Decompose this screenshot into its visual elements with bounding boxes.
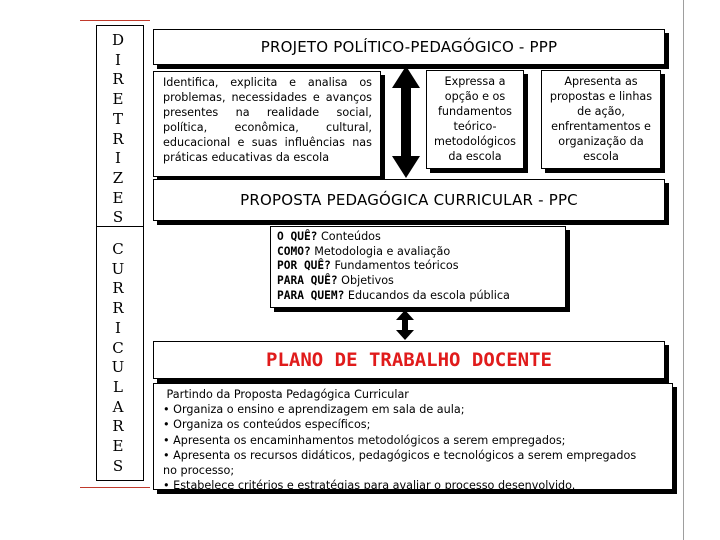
apresenta-line: escola (583, 150, 619, 163)
curriculares-column (96, 240, 140, 476)
letter: I (115, 149, 121, 168)
letter: R (112, 417, 124, 436)
expressa-text (427, 74, 523, 164)
letter: E (112, 90, 124, 109)
ppc-title-box (153, 179, 665, 221)
letter: C (112, 338, 124, 357)
letter: E (112, 188, 124, 207)
expressa-line: Expressa a (444, 75, 506, 88)
ppc-question-item (277, 245, 565, 260)
question-answer: Fundamentos teóricos (330, 259, 459, 273)
question-answer: Conteúdos (317, 230, 381, 243)
apresenta-line: enfrentamentos e (551, 120, 651, 133)
letter: U (111, 358, 125, 377)
description-line: problemas, necessidades e avanços (163, 91, 372, 104)
description-line: política, econômica, cultural, (163, 121, 372, 134)
letter: E (112, 437, 124, 456)
diretrizes-column (96, 31, 140, 228)
description-line: educacional e suas influências nas (163, 136, 372, 149)
ptd-title: PLANO DE TRABALHO DOCENTE (266, 349, 552, 371)
letter: I (115, 318, 121, 337)
question-answer: Educandos da escola pública (344, 288, 510, 302)
ppp-description-box (153, 71, 381, 177)
letter: S (112, 208, 124, 227)
ppc-question-item (277, 259, 565, 274)
ppp-expressa-box (426, 70, 524, 169)
letter: Z (112, 168, 124, 187)
letter: R (112, 279, 124, 298)
ppc-questions-box (270, 226, 566, 308)
ppc-question-item (277, 289, 565, 304)
ppp-description-text (163, 75, 372, 165)
apresenta-line: Apresenta as (564, 75, 638, 88)
question-answer: Metodologia e avaliação (310, 244, 451, 258)
letter: T (112, 109, 123, 128)
ppp-title: PROJETO POLÍTICO-PEDAGÓGICO - PPP (260, 38, 558, 56)
top-red-line (80, 20, 150, 21)
right-gray-line (683, 0, 684, 540)
expressa-line: opção e os (444, 90, 506, 103)
expressa-line: teórico- (453, 120, 497, 133)
letter: I (115, 50, 121, 69)
ppp-apresenta-box (541, 70, 661, 169)
letter: L (113, 377, 123, 396)
small-double-arrow (396, 310, 414, 340)
apresenta-text (542, 74, 660, 164)
question-label: COMO? (277, 244, 311, 258)
ppc-title: PROPOSTA PEDAGÓGICA CURRICULAR - PPC (240, 191, 578, 209)
ptd-line: • Estabelece critérios e estratégias para avaliar o processo desenvolvido. (163, 479, 576, 493)
letter: A (112, 397, 124, 416)
description-line: práticas educativas da escola (163, 151, 330, 164)
ptd-line: • Organiza o ensino e aprendizagem em sala de aula; (163, 403, 465, 417)
letter: U (111, 259, 125, 278)
apresenta-line: propostas e linhas (549, 90, 653, 103)
description-line: Identifica, explicita e analisa os (163, 76, 372, 89)
ptd-description-box (153, 383, 673, 493)
expressa-line: da escola (448, 150, 502, 163)
ptd-line: • Apresenta os recursos didáticos, pedagógicos e tecnológicos a serem empregados (163, 448, 637, 462)
question-label: O QUÊ? (277, 230, 318, 243)
ptd-line: Partindo da Proposta Pedagógica Curricular (163, 388, 409, 401)
ptd-line: • Organiza os conteúdos específicos; (163, 418, 371, 432)
question-label: PARA QUEM? (277, 288, 345, 302)
apresenta-line: organização da (558, 135, 644, 148)
ptd-line: no processo; (163, 464, 235, 478)
ptd-line: • Apresenta os encaminhamentos metodológicos a serem empregados; (163, 433, 566, 447)
question-answer: Objetivos (337, 274, 394, 288)
vertical-double-arrow (392, 66, 420, 178)
letter: D (111, 31, 125, 49)
expressa-line: metodológicos (434, 135, 516, 148)
letter: C (112, 240, 124, 258)
letter: S (112, 456, 124, 475)
question-label: PARA QUÊ? (277, 274, 338, 288)
ppc-question-item (277, 274, 565, 289)
ptd-title-box (153, 341, 665, 379)
description-line: presentes na realidade social, (163, 106, 372, 119)
letter: R (112, 70, 124, 89)
ppc-question-item (277, 230, 565, 245)
ppc-questions-list (277, 230, 565, 304)
ptd-description-list (163, 387, 672, 493)
question-label: POR QUÊ? (277, 259, 331, 273)
expressa-line: fundamentos (437, 105, 512, 118)
letter: R (112, 299, 124, 318)
apresenta-line: de ação, (577, 105, 625, 118)
bottom-red-line (80, 487, 150, 488)
ppp-title-box (153, 29, 665, 65)
letter: R (112, 129, 124, 148)
